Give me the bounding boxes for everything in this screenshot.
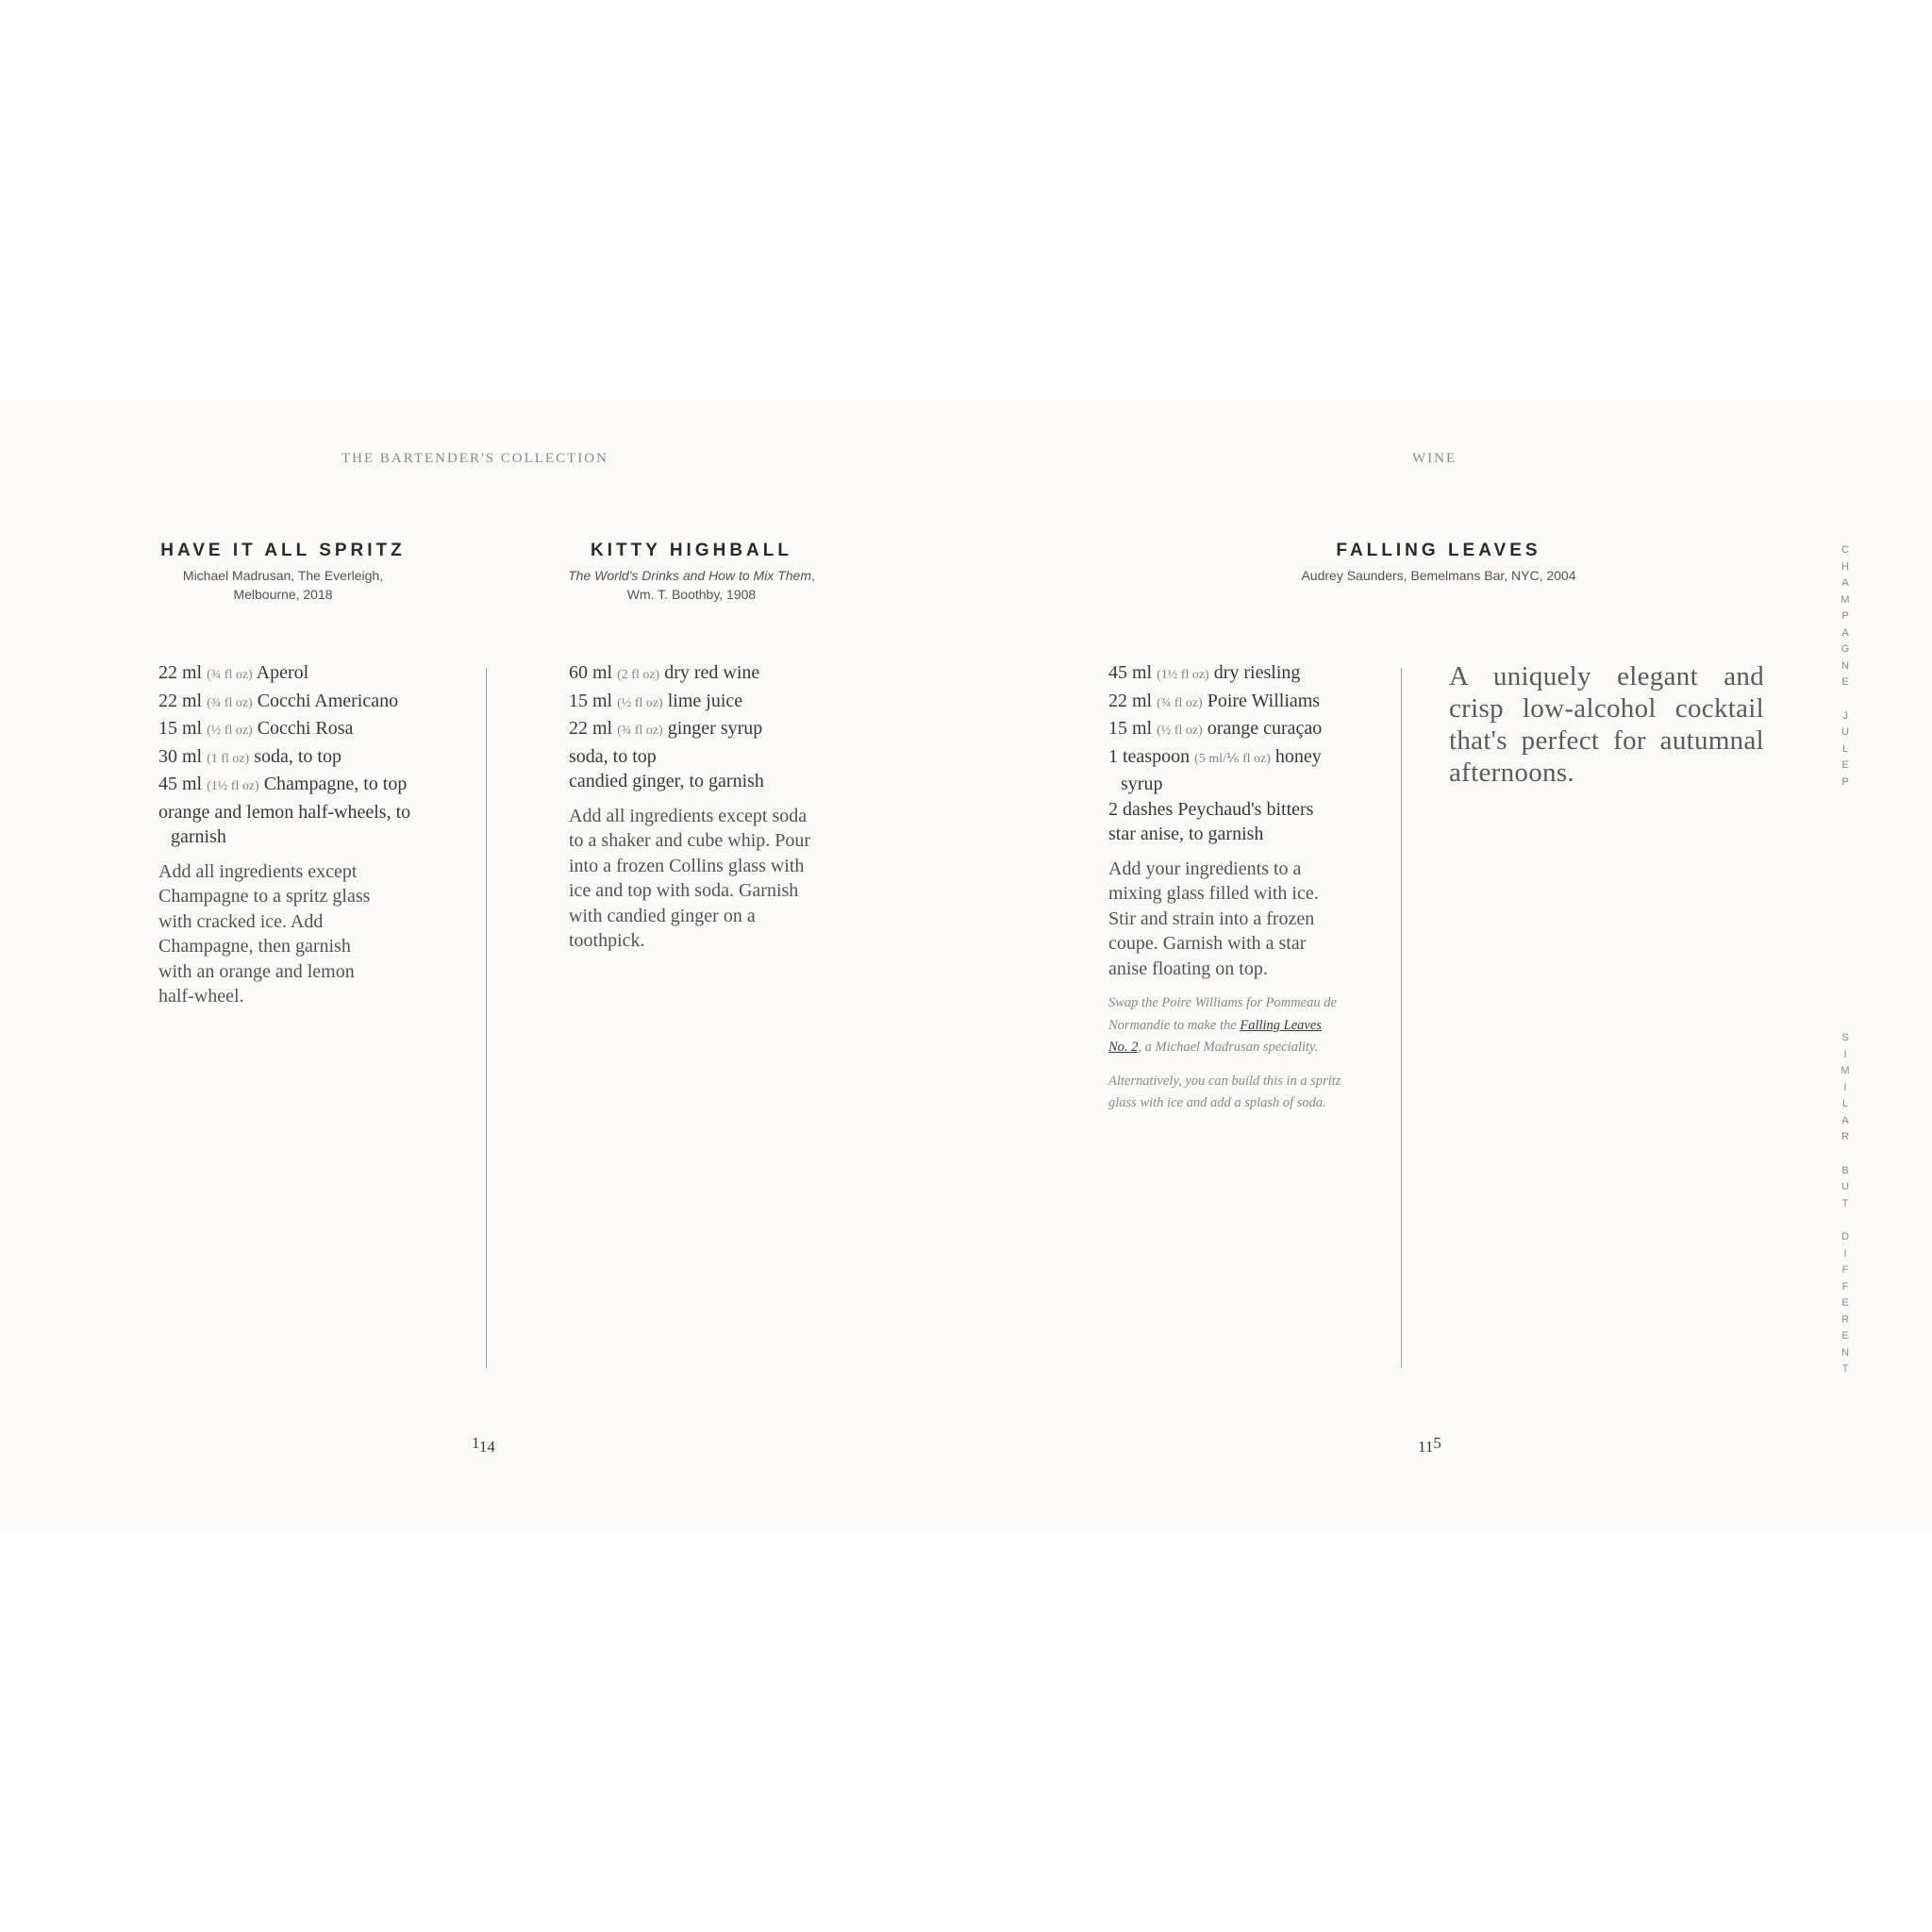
- side-tab-letter: A: [1841, 626, 1849, 639]
- ingredient: 2 dashes Peychaud's bitters: [1108, 798, 1314, 820]
- side-tab-letter: E: [1841, 1330, 1849, 1341]
- ingredient: 15 ml (½ fl oz) lime juice: [569, 690, 743, 711]
- ingredient: 22 ml (¾ fl oz) ginger syrup: [569, 718, 763, 739]
- side-tab-letter: C: [1841, 544, 1849, 556]
- recipe-note-variation: Swap the Poire Williams for Pommeau de Normandie to make the Falling Leaves No. 2, a Michael Madrusan speciality.: [1108, 995, 1337, 1055]
- side-tab-letter: U: [1841, 1181, 1849, 1192]
- recipe-header-falling-leaves: [1226, 540, 1651, 585]
- side-tab-letter: U: [1841, 726, 1849, 738]
- recipe-body-have-it-all-spritz: [158, 660, 415, 1009]
- page-number-right: 115: [1418, 1434, 1441, 1456]
- ingredient: 1 teaspoon (5 ml/⅙ fl oz) honey syrup: [1108, 745, 1322, 794]
- ingredient: star anise, to garnish: [1108, 824, 1264, 844]
- side-tab-letter: E: [1841, 759, 1849, 771]
- side-tab-letter: T: [1841, 1197, 1849, 1209]
- side-tab-letter: B: [1841, 1164, 1849, 1176]
- recipe-attribution: Audrey Saunders, Bemelmans Bar, NYC, 2004: [1301, 568, 1576, 583]
- recipe-body-kitty-highball: [569, 660, 838, 954]
- side-tab-letter: S: [1841, 1032, 1849, 1043]
- ingredient: 45 ml (1½ fl oz) dry riesling: [1108, 662, 1301, 683]
- side-tab-letter: I: [1843, 1081, 1847, 1093]
- side-tab-letter: R: [1841, 1313, 1849, 1325]
- attribution-author: , Wm. T. Boothby, 1908: [626, 568, 815, 602]
- side-tab-champagne-julep[interactable]: [1836, 542, 1855, 791]
- ingredient: 22 ml (¾ fl oz) Cocchi Americano: [158, 690, 399, 711]
- side-tab-letter: L: [1841, 742, 1849, 755]
- side-tab-letter: P: [1841, 775, 1849, 788]
- side-tab-similar-but-different[interactable]: [1836, 1030, 1855, 1378]
- side-tab-letter: D: [1841, 1231, 1849, 1242]
- attribution-book-title: The World's Drinks and How to Mix Them: [568, 568, 811, 583]
- ingredient: 22 ml (¾ fl oz) Aperol: [158, 662, 309, 683]
- book-spread: [0, 400, 1932, 1532]
- running-header-left: THE BARTENDER'S COLLECTION: [341, 451, 608, 466]
- ingredient: 15 ml (½ fl oz) orange curaçao: [1108, 718, 1323, 739]
- side-tab-letter: T: [1841, 1363, 1849, 1374]
- ingredient: candied ginger, to garnish: [569, 771, 764, 791]
- falling-leaves-no-2-link[interactable]: Falling Leaves No. 2: [1108, 1017, 1322, 1055]
- ingredient-list: [569, 660, 838, 794]
- side-tab-letter: N: [1841, 659, 1849, 672]
- ingredient: 60 ml (2 fl oz) dry red wine: [569, 662, 760, 683]
- side-tab-letter: H: [1841, 560, 1849, 573]
- side-tab-letter: A: [1841, 1114, 1849, 1126]
- recipe-method: Add your ingredients to a mixing glass filled with ice. Stir and strain into a frozen coupe. Garnish with a star anise floating on top.: [1108, 858, 1319, 979]
- ingredient: soda, to top: [569, 745, 657, 767]
- recipe-header-kitty-highball: [555, 540, 828, 604]
- side-tab-letter: [1836, 1146, 1855, 1163]
- ingredient-list: [1108, 660, 1356, 847]
- recipe-title: FALLING LEAVES: [1336, 541, 1541, 560]
- side-tab-letter: I: [1843, 1048, 1847, 1060]
- side-tab-letter: M: [1840, 593, 1850, 606]
- recipe-body-falling-leaves: [1108, 660, 1356, 1115]
- side-tab-letter: A: [1841, 577, 1849, 589]
- side-tab-letter: E: [1841, 1297, 1849, 1308]
- ingredient: 15 ml (½ fl oz) Cocchi Rosa: [158, 718, 354, 739]
- side-tab-letter: [1836, 691, 1855, 708]
- side-tab-letter: L: [1841, 1098, 1849, 1109]
- recipe-attribution: Michael Madrusan, The Everleigh, Melbourne, 2018: [182, 568, 384, 602]
- recipe-header-have-it-all-spritz: [142, 540, 425, 604]
- side-tab-letter: M: [1840, 1065, 1850, 1076]
- recipe-title: KITTY HIGHBALL: [591, 541, 792, 560]
- recipe-method: Add all ingredients except Champagne to a spritz glass with cracked ice. Add Champagne, then garnish with an orange and lemon half-wheel.: [158, 860, 371, 1007]
- recipe-method: Add all ingredients except soda to a shaker and cube whip. Pour into a frozen Collins glass with ice and top with soda. Garnish with candied ginger on a toothpick.: [569, 805, 811, 951]
- page-number-left: 114: [472, 1434, 495, 1456]
- ingredient-list: [158, 660, 415, 850]
- side-tab-letter: F: [1841, 1280, 1849, 1292]
- side-tab-letter: G: [1840, 643, 1850, 655]
- side-tab-letter: E: [1841, 676, 1849, 688]
- side-tab-letter: F: [1841, 1264, 1849, 1275]
- recipe-note-alternative: Alternatively, you can build this in a spritz glass with ice and add a splash of soda.: [1108, 1073, 1341, 1110]
- pull-quote: A uniquely elegant and crisp low-alcohol cocktail that's perfect for autumnal afternoons.: [1449, 661, 1764, 788]
- ingredient: 30 ml (1 fl oz) soda, to top: [158, 745, 341, 767]
- side-tab-letter: J: [1842, 709, 1848, 722]
- column-divider: [486, 668, 487, 1368]
- column-divider: [1401, 668, 1402, 1368]
- side-tab-letter: [1836, 1212, 1855, 1229]
- running-header-right: WINE: [1412, 451, 1457, 466]
- ingredient: 45 ml (1½ fl oz) Champagne, to top: [158, 774, 408, 794]
- side-tab-letter: N: [1841, 1346, 1849, 1358]
- side-tab-letter: I: [1843, 1247, 1847, 1259]
- side-tab-letter: R: [1841, 1131, 1849, 1142]
- ingredient: 22 ml (¾ fl oz) Poire Williams: [1108, 690, 1321, 711]
- recipe-title: HAVE IT ALL SPRITZ: [160, 541, 406, 560]
- recipe-attribution: [555, 566, 828, 604]
- ingredient: orange and lemon half-wheels, to garnish: [158, 801, 411, 847]
- side-tab-letter: P: [1841, 610, 1849, 622]
